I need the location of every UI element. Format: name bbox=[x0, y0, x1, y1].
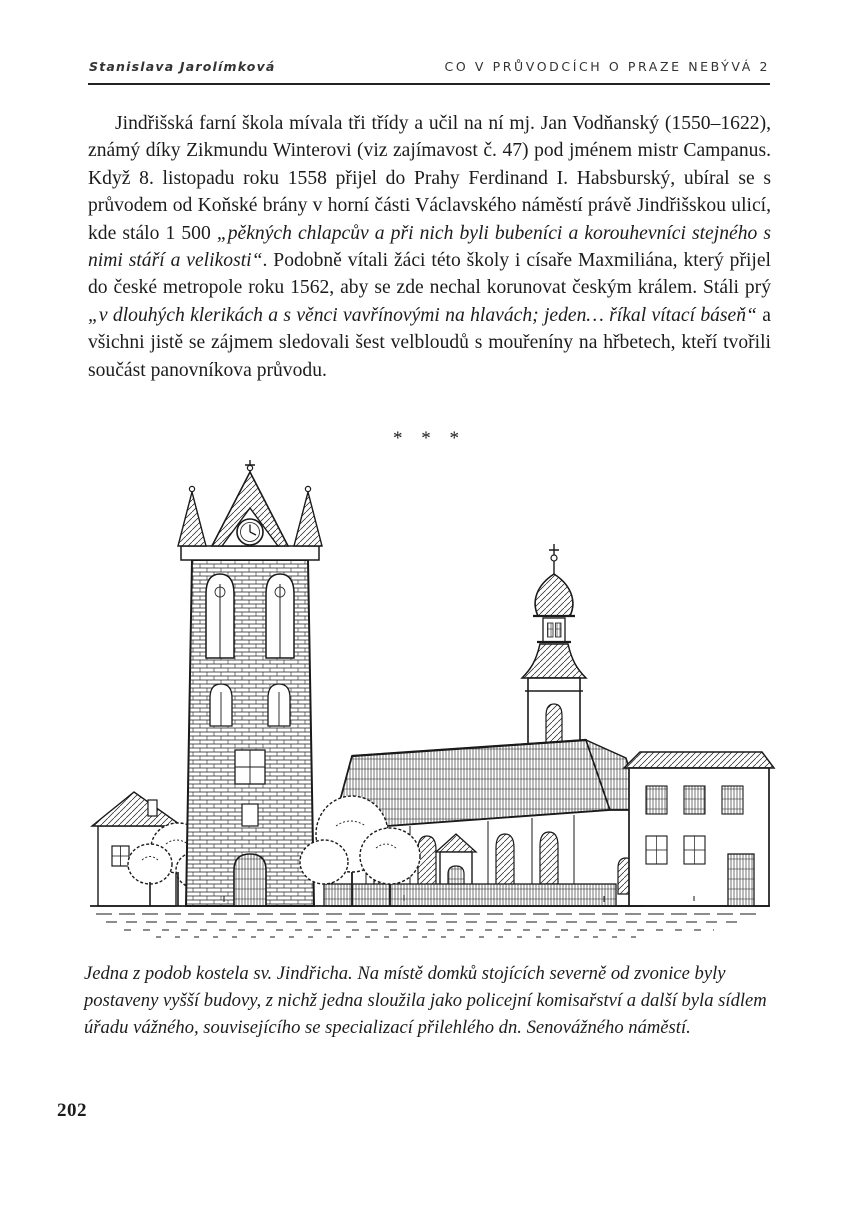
illustration-figure bbox=[84, 458, 776, 1041]
text-segment: . Podobně vítali žáci této školy i císaře Maxmiliána, který přijel do české metropole roku 1562, aby se zde nechal korunovat českým králem. Stáli prý bbox=[88, 250, 771, 299]
text-segment: Jindřišská farní škola mívala tři třídy a učil na ní mj. Jan Vodňanský (1550–1622), známý díky Zikmundu Winterovi (viz zajímavost č. 47) pod jménem mistr Campanus. Když 8. listopadu roku 1558 přijel do Prahy Ferdinand I. Habsburský, ubíral se s průvodem od Koňské brány v horní části Václavského náměstí právě Jindřišskou ulicí, kde stálo 1 500 bbox=[88, 113, 771, 244]
page-number: 202 bbox=[57, 1100, 87, 1121]
running-head-book-title: CO V PRŮVODCÍCH O PRAZE NEBÝVÁ 2 bbox=[444, 59, 770, 74]
header-rule bbox=[88, 83, 770, 85]
right-building bbox=[624, 752, 774, 906]
illustration-caption: Jedna z podob kostela sv. Jindřicha. Na místě domků stojících severně od zvonice byly postaveny vyšší budovy, z nichž jedna sloužila jako policejní komisařství a další byla sídlem úřadu vážného, souvisejícího se specializací přilehlého dn. Senovážného náměstí. bbox=[84, 963, 767, 1038]
running-head bbox=[89, 59, 770, 74]
quote-segment: „pěkných chlapcův a při nich byli bubeníci a korouhevníci stejného s nimi stáří a velikosti“ bbox=[88, 222, 771, 272]
section-separator: * * * bbox=[393, 428, 466, 449]
gothic-belfry-tower bbox=[178, 460, 322, 906]
text-segment: a všichni jistě se zájmem sledovali šest velbloudů s mouřeníny na hřbetech, kteří tvořili součást panovníkova průvodu. bbox=[88, 304, 771, 381]
body-paragraph bbox=[88, 110, 771, 384]
running-head-author: Stanislava Jarolímková bbox=[89, 59, 276, 74]
church-illustration bbox=[84, 458, 776, 944]
quote-segment: „v dlouhých klerikách a s věnci vavřínovými na hlavách; jeden… říkal vítací báseň“ bbox=[88, 304, 757, 326]
